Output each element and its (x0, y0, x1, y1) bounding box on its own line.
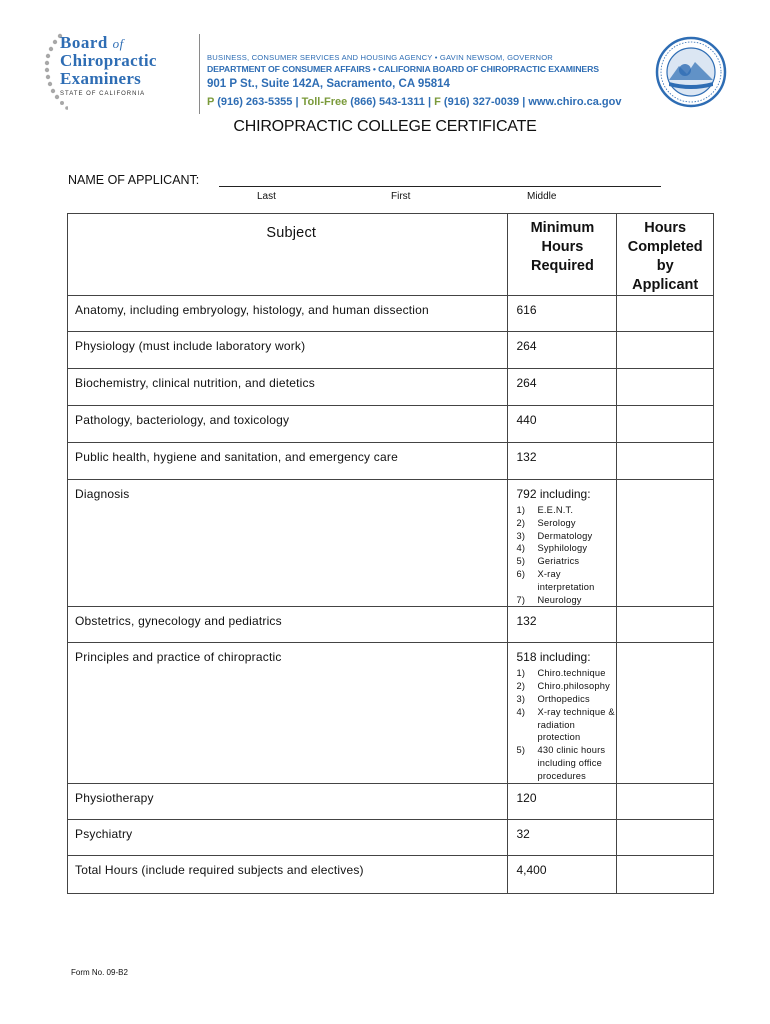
list-item: 1) Chiro.technique (516, 668, 606, 679)
agency-line: BUSINESS, CONSUMER SERVICES AND HOUSING AGENCY • GAVIN NEWSOM, GOVERNOR (207, 53, 553, 62)
middle-name-caption: Middle (527, 191, 557, 202)
list-item: 3) Orthopedics (516, 693, 590, 704)
table-row (68, 332, 714, 369)
min-hours-cell: 132 (508, 443, 617, 480)
min-hours-value: 518 including: (516, 650, 591, 665)
header-divider (199, 34, 200, 114)
min-hours-value: 792 including: (516, 487, 591, 501)
table-row (68, 819, 714, 855)
completed-header-line1: Hours (644, 220, 687, 236)
list-item: 2) Serology (516, 517, 576, 528)
completed-header-line2: Completed (627, 239, 703, 255)
completed-header-line3: by (656, 258, 674, 274)
subject-cell: Total Hours (include required subjects and electives) (68, 855, 508, 893)
table-row (68, 296, 714, 332)
min-hours-cell (508, 480, 617, 607)
tollfree-number: (866) 543-1311 | (347, 96, 435, 108)
logo-examiners: Examiners (60, 69, 142, 88)
completed-hours-input[interactable] (617, 332, 714, 369)
min-hours-cell: 616 (508, 296, 617, 332)
table-row-total (68, 855, 714, 893)
subject-cell: Pathology, bacteriology, and toxicology (68, 406, 508, 443)
table-row (68, 783, 714, 819)
subject-cell: Physiotherapy (68, 783, 508, 819)
subject-cell: Diagnosis (68, 480, 508, 607)
min-hours-cell: 120 (508, 783, 617, 819)
completed-hours-input[interactable] (617, 783, 714, 819)
table-header-row (68, 214, 714, 296)
subject-cell: Anatomy, including embryology, histology, and human dissection (68, 296, 508, 332)
name-label: NAME OF APPLICANT: (68, 173, 200, 187)
subject-cell: Physiology (must include laboratory work) (68, 332, 508, 369)
hours-completed-header (617, 214, 714, 296)
subjects-table (67, 213, 714, 894)
list-item: 4) X-ray technique & radiation protection (516, 706, 615, 743)
table-row (68, 480, 714, 607)
phone-label: P (207, 96, 215, 108)
subject-cell: Obstetrics, gynecology and pediatrics (68, 607, 508, 643)
completed-hours-input[interactable] (617, 296, 714, 332)
list-item: 5) 430 clinic hours including office procedures (516, 745, 606, 781)
completed-hours-input[interactable] (617, 480, 714, 607)
table-row (68, 406, 714, 443)
state-seal-icon (655, 36, 727, 108)
list-item: 6) X-ray interpretation (516, 568, 595, 592)
completed-hours-input[interactable] (617, 369, 714, 406)
subject-cell: Public health, hygiene and sanitation, and emergency care (68, 443, 508, 480)
tollfree-label: Toll-Free (301, 96, 348, 108)
logo-chiropractic: Chiropractic (60, 51, 157, 70)
completed-hours-input[interactable] (617, 406, 714, 443)
subject-header-cell (68, 214, 508, 296)
minimum-header-line2: Hours (541, 239, 584, 255)
address-line: 901 P St., Suite 142A, Sacramento, CA 95814 (207, 78, 450, 90)
list-item: 1) E.E.N.T. (516, 505, 574, 515)
first-name-caption: First (391, 191, 411, 202)
last-name-caption: Last (257, 191, 276, 202)
included-subjects-list (516, 667, 616, 782)
min-hours-cell: 4,400 (508, 855, 617, 893)
name-input-line[interactable] (219, 186, 661, 187)
list-item: 5) Geriatrics (516, 556, 580, 567)
min-hours-cell: 264 (508, 369, 617, 406)
minimum-header-line3: Required (531, 258, 594, 274)
min-hours-cell (508, 643, 617, 783)
table-row (68, 643, 714, 783)
completed-hours-input[interactable] (617, 643, 714, 783)
table-row (68, 443, 714, 480)
logo-of: of (112, 36, 124, 51)
subject-header: Subject (266, 225, 317, 241)
table-row (68, 369, 714, 406)
table-row (68, 607, 714, 643)
completed-hours-input[interactable] (617, 819, 714, 855)
completed-hours-input[interactable] (617, 855, 714, 893)
subject-cell: Biochemistry, clinical nutrition, and dietetics (68, 369, 508, 406)
department-line: DEPARTMENT OF CONSUMER AFFAIRS • CALIFORNIA BOARD OF CHIROPRACTIC EXAMINERS (207, 64, 599, 74)
page-title: CHIROPRACTIC COLLEGE CERTIFICATE (233, 118, 537, 135)
phone-number: (916) 263-5355 | (214, 96, 302, 108)
logo-state: STATE OF CALIFORNIA (60, 91, 146, 97)
min-hours-cell: 132 (508, 607, 617, 643)
contact-line (207, 96, 621, 108)
completed-hours-input[interactable] (617, 607, 714, 643)
fax-label: F (434, 96, 441, 108)
form-number: Form No. 09-B2 (71, 968, 128, 977)
min-hours-cell: 440 (508, 406, 617, 443)
list-item: 3) Dermatology (516, 530, 593, 541)
subject-cell: Psychiatry (68, 819, 508, 855)
list-item: 2) Chiro.philosophy (516, 681, 610, 692)
list-item: 4) Syphilology (516, 543, 588, 554)
list-item: 7) Neurology (516, 594, 582, 605)
subject-cell: Principles and practice of chiropractic (68, 643, 508, 783)
completed-hours-input[interactable] (617, 443, 714, 480)
included-subjects-list (516, 504, 616, 606)
completed-header-line4: Applicant (632, 277, 699, 293)
logo-board: Board (60, 33, 108, 52)
minimum-hours-header (508, 214, 617, 296)
minimum-header-line1: Minimum (530, 220, 595, 236)
min-hours-cell: 264 (508, 332, 617, 369)
min-hours-cell: 32 (508, 819, 617, 855)
fax-and-website: (916) 327-0039 | www.chiro.ca.gov (440, 96, 622, 108)
board-logo (38, 30, 188, 112)
